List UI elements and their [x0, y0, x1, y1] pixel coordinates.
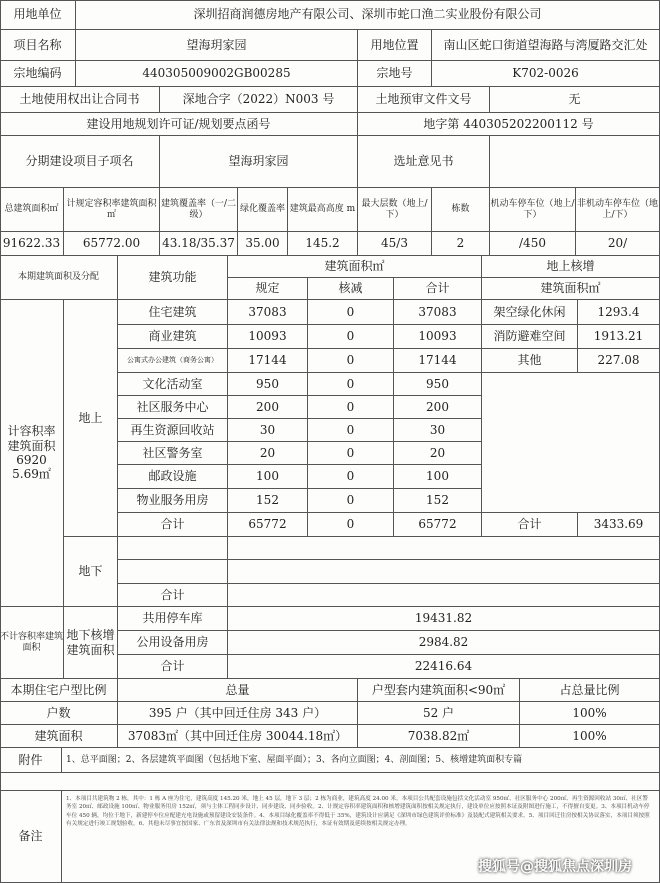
- area-section-label: 本期建筑面积及分配: [0, 256, 118, 300]
- param-header: 栋数: [432, 188, 490, 232]
- param-header: 绿化覆盖率: [238, 188, 288, 232]
- under-item-value: 2984.82: [228, 631, 660, 655]
- function-name: 再生资源回收站: [118, 419, 228, 442]
- below-subtotal-value: [228, 584, 660, 607]
- function-name: 物业服务用房: [118, 489, 228, 513]
- spec-value: 100: [228, 465, 308, 489]
- units-label: 户数: [0, 702, 118, 725]
- parcel-code-label: 宗地编码: [0, 61, 76, 87]
- function-label: 建筑功能: [118, 256, 228, 300]
- sum-spec: 65772: [228, 513, 308, 537]
- cut-value: 0: [308, 419, 394, 442]
- permit-value: 地字第 440305202200112 号: [358, 113, 660, 136]
- attachments-value: 1、总平面图；2、各层建筑平面图（包括地下室、屋面平面）；3、各向立面图；4、剖面图；5、核增建筑面积专篇: [62, 748, 660, 773]
- site-opinion-label: 选址意见书: [358, 136, 490, 188]
- parcel-no-value: K702-0026: [432, 61, 660, 87]
- function-name: 文化活动室: [118, 373, 228, 396]
- sub-project-label: 分期建设项目子项名: [0, 136, 160, 188]
- spec-value: 152: [228, 489, 308, 513]
- param-value: 91622.33: [0, 232, 64, 256]
- total-value: 950: [394, 373, 482, 396]
- area-ratio: 100%: [520, 725, 660, 748]
- contract-value: 深地合字（2022）N003 号: [160, 87, 358, 113]
- cut-value: 0: [308, 349, 394, 373]
- area-small: 7038.82㎡: [358, 725, 520, 748]
- watermark: 搜狐号@搜狐焦点深圳房: [478, 859, 632, 875]
- under-item-name: 公用设备用房: [118, 631, 228, 655]
- param-value: 145.2: [288, 232, 358, 256]
- cut-value: 0: [308, 489, 394, 513]
- function-name: 商业建筑: [118, 325, 228, 349]
- param-header: 计规定容积率建筑面积㎡: [64, 188, 160, 232]
- col-total: 合计: [394, 278, 482, 300]
- total-value: 100: [394, 465, 482, 489]
- remarks-text: 1、本项目共建筑物 2 栋，其中：1 栋 A 座为住宅，建筑高度 145.20 米，地上 45 层，地下 3 层；2 栋为商业，建筑高度 24.00 米。本项目公共配套设施包括文化活动室 950㎡、社区服务中心 200㎡、再生资源回收站 30㎡、社区警务室 20㎡、邮政设施 100㎡、物业服务用房 152㎡，须与主体工程同步设计、同步建设、同步验收。2、计规定容积率建筑面积和核增建筑面积按相关规定执行，建设单位应按照本证及附图进行施工，不得擅自变更。3、本项目机动车停车位 450 辆，均位于地下，新建停车位应配建充电设施或预留建设安装条件。4、本项目绿化覆盖率不得低于 35%，建筑设计应满足《深圳市绿色建筑评价标准》及装配式建筑相关要求。5、项目回迁住房按相关协议落实，本项目须按照有关规定进行竣工规划验收。6、其他未尽事宜按国家、广东省及深圳市有关法律法规和技术规范执行，本证有效期及延续按相关规定办理。: [66, 796, 650, 828]
- units-ratio: 100%: [520, 702, 660, 725]
- below-empty: [118, 537, 228, 560]
- nonfar-label: 不计容积率建筑面积: [0, 607, 64, 679]
- spec-value: 200: [228, 396, 308, 419]
- land-user-value: 深圳招商润德房地产有限公司、深圳市蛇口渔二实业股份有限公司: [76, 0, 660, 30]
- param-header: 最大层数（地上/下）: [358, 188, 432, 232]
- sub-project-value: 望海玥家园: [160, 136, 358, 188]
- pre-review-label: 土地预审文件文号: [358, 87, 490, 113]
- sum-add-label: 合计: [482, 513, 578, 537]
- far-area-label: 计容积率建筑面积 6920 5.69㎡: [0, 300, 64, 607]
- total-value: 30: [394, 419, 482, 442]
- function-name: 邮政设施: [118, 465, 228, 489]
- housing-ratio-label: 占总量比例: [520, 679, 660, 702]
- param-value: /450: [490, 232, 576, 256]
- param-value: 20/: [576, 232, 660, 256]
- cut-value: 0: [308, 396, 394, 419]
- param-value: 35.00: [238, 232, 288, 256]
- area-total: 37083㎡（其中回迁住房 30044.18㎡）: [118, 725, 358, 748]
- add-area: 1913.21: [578, 325, 660, 349]
- spec-value: 17144: [228, 349, 308, 373]
- parcel-no-label: 宗地号: [358, 61, 432, 87]
- housing-small-label: 户型套内建筑面积<90㎡: [358, 679, 520, 702]
- function-name: 社区服务中心: [118, 396, 228, 419]
- total-value: 152: [394, 489, 482, 513]
- function-name: 住宅建筑: [118, 300, 228, 325]
- contract-label: 土地使用权出让合同书: [0, 87, 160, 113]
- param-header: 建筑覆盖率（一/二级）: [160, 188, 238, 232]
- cut-value: 0: [308, 325, 394, 349]
- col-add-area: 建筑面积㎡: [482, 278, 660, 300]
- housing-label: 本期住宅户型比例: [0, 679, 118, 702]
- add-empty: [482, 373, 660, 513]
- add-name: 其他: [482, 349, 578, 373]
- cut-value: 0: [308, 373, 394, 396]
- total-value: 17144: [394, 349, 482, 373]
- parcel-code-value: 440305009002GB00285: [76, 61, 358, 87]
- sum-add-area: 3433.69: [578, 513, 660, 537]
- under-item-name: 共用停车库: [118, 607, 228, 631]
- cut-value: 0: [308, 300, 394, 325]
- location-label: 用地位置: [358, 30, 432, 61]
- add-name: 消防避难空间: [482, 325, 578, 349]
- location-value: 南山区蛇口街道望海路与湾厦路交汇处: [432, 30, 660, 61]
- cut-value: 0: [308, 442, 394, 465]
- function-name: 公寓式办公建筑（商务公寓）: [118, 349, 228, 373]
- area-row-label: 建筑面积: [0, 725, 118, 748]
- attachments-label: 附件: [0, 748, 62, 773]
- below-subtotal-label: 合计: [118, 584, 228, 607]
- spec-value: 37083: [228, 300, 308, 325]
- add-area: 1293.4: [578, 300, 660, 325]
- pre-review-value: 无: [490, 87, 660, 113]
- below-empty: [118, 560, 228, 584]
- below-empty: [228, 537, 660, 560]
- project-name-value: 望海玥家园: [76, 30, 358, 61]
- under-add-label: 地下核增建筑面积: [64, 607, 118, 679]
- above-ground-label: 地上: [64, 300, 118, 537]
- sum-total: 65772: [394, 513, 482, 537]
- total-value: 200: [394, 396, 482, 419]
- area-label: 建筑面积㎡: [228, 256, 482, 278]
- land-user-label: 用地单位: [0, 0, 76, 30]
- param-value: 2: [432, 232, 490, 256]
- under-item-name: 合计: [118, 655, 228, 679]
- cut-value: 0: [308, 465, 394, 489]
- total-value: 10093: [394, 325, 482, 349]
- spec-value: 10093: [228, 325, 308, 349]
- permit-label: 建设用地规划许可证/规划要点函号: [0, 113, 358, 136]
- col-verify: 核减: [308, 278, 394, 300]
- param-value: 45/3: [358, 232, 432, 256]
- project-name-label: 项目名称: [0, 30, 76, 61]
- remarks-label: 备注: [0, 791, 62, 883]
- under-item-value: 19431.82: [228, 607, 660, 631]
- spec-value: 30: [228, 419, 308, 442]
- param-value: 65772.00: [64, 232, 160, 256]
- param-value: 43.18/35.37: [160, 232, 238, 256]
- housing-total-label: 总量: [118, 679, 358, 702]
- function-name: 社区警务室: [118, 442, 228, 465]
- param-header: 机动车停车位（地上/下）: [490, 188, 576, 232]
- below-empty: [228, 560, 660, 584]
- subtotal-label: 合计: [118, 513, 228, 537]
- under-item-value: 22416.64: [228, 655, 660, 679]
- add-area: 227.08: [578, 349, 660, 373]
- param-header: 总建筑面积㎡: [0, 188, 64, 232]
- spacer-row: [0, 773, 660, 791]
- sum-cut: 0: [308, 513, 394, 537]
- total-value: 20: [394, 442, 482, 465]
- ground-add-label: 地上核增: [482, 256, 660, 278]
- units-small: 52 户: [358, 702, 520, 725]
- add-name: 架空绿化休闲: [482, 300, 578, 325]
- param-header: 建筑最高高度 m: [288, 188, 358, 232]
- spec-value: 20: [228, 442, 308, 465]
- spec-value: 950: [228, 373, 308, 396]
- site-opinion-value: [490, 136, 660, 188]
- total-value: 37083: [394, 300, 482, 325]
- below-ground-label: 地下: [64, 537, 118, 607]
- units-total: 395 户（其中回迁住房 343 户）: [118, 702, 358, 725]
- param-header: 非机动车停车位（地上/下）: [576, 188, 660, 232]
- col-spec: 规定: [228, 278, 308, 300]
